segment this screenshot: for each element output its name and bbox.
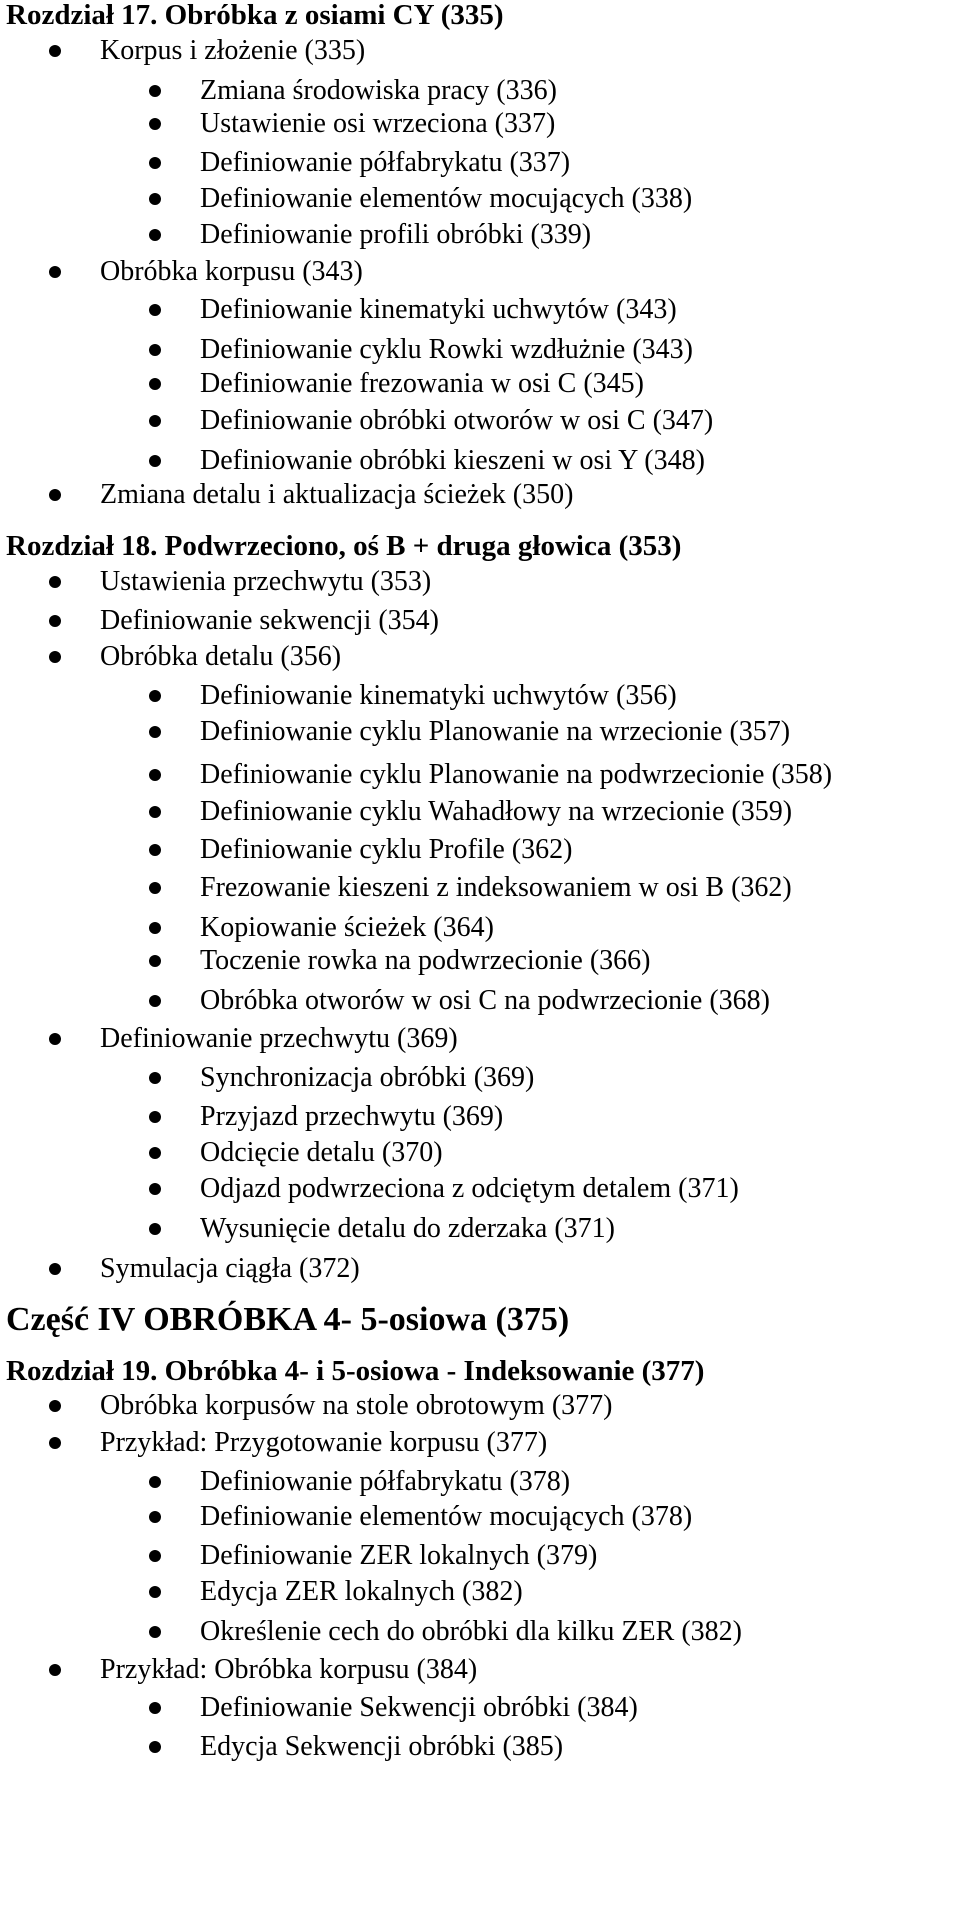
toc-entry: Definiowanie przechwytu (369)	[100, 1023, 458, 1054]
bullet-icon	[49, 576, 61, 588]
toc-subentry: Definiowanie cyklu Profile (362)	[200, 834, 573, 865]
bullet-icon	[149, 1741, 161, 1753]
toc-entry: Obróbka korpusów na stole obrotowym (377)	[100, 1390, 613, 1421]
bullet-icon	[49, 1033, 61, 1045]
bullet-icon	[149, 455, 161, 467]
bullet-icon	[149, 995, 161, 1007]
toc-subentry: Definiowanie cyklu Wahadłowy na wrzecionie (359)	[200, 796, 793, 827]
bullet-icon	[49, 1400, 61, 1412]
toc-subentry: Definiowanie profili obróbki (339)	[200, 219, 592, 250]
bullet-icon	[149, 1147, 161, 1159]
bullet-icon	[149, 1183, 161, 1195]
bullet-icon	[149, 806, 161, 818]
toc-subentry: Przyjazd przechwytu (369)	[200, 1101, 504, 1132]
toc-subentry: Określenie cech do obróbki dla kilku ZER (382)	[200, 1616, 742, 1647]
toc-subentry: Odjazd podwrzeciona z odciętym detalem (371)	[200, 1173, 739, 1204]
toc-entry: Symulacja ciągła (372)	[100, 1253, 360, 1284]
bullet-icon	[149, 118, 161, 130]
toc-subentry: Zmiana środowiska pracy (336)	[200, 75, 557, 106]
bullet-icon	[149, 1223, 161, 1235]
bullet-icon	[149, 922, 161, 934]
bullet-icon	[49, 1664, 61, 1676]
bullet-icon	[149, 882, 161, 894]
chapter-heading: Rozdział 19. Obróbka 4- i 5-osiowa - Indeksowanie (377)	[6, 1355, 705, 1387]
bullet-icon	[49, 1437, 61, 1449]
toc-subentry: Definiowanie Sekwencji obróbki (384)	[200, 1692, 638, 1723]
toc-subentry: Edycja Sekwencji obróbki (385)	[200, 1731, 564, 1762]
toc-subentry: Ustawienie osi wrzeciona (337)	[200, 108, 556, 139]
part-heading: Część IV OBRÓBKA 4- 5-osiowa (375)	[6, 1301, 570, 1338]
bullet-icon	[149, 1511, 161, 1523]
bullet-icon	[149, 769, 161, 781]
bullet-icon	[49, 489, 61, 501]
toc-subentry: Odcięcie detalu (370)	[200, 1137, 443, 1168]
toc-subentry: Definiowanie ZER lokalnych (379)	[200, 1540, 598, 1571]
bullet-icon	[149, 85, 161, 97]
toc-entry: Zmiana detalu i aktualizacja ścieżek (350)	[100, 479, 574, 510]
bullet-icon	[149, 1626, 161, 1638]
toc-subentry: Definiowanie obróbki kieszeni w osi Y (348)	[200, 445, 705, 476]
toc-subentry: Definiowanie elementów mocujących (338)	[200, 183, 693, 214]
bullet-icon	[149, 844, 161, 856]
toc-entry: Korpus i złożenie (335)	[100, 35, 366, 66]
bullet-icon	[49, 651, 61, 663]
bullet-icon	[49, 615, 61, 627]
bullet-icon	[149, 229, 161, 241]
toc-subentry: Toczenie rowka na podwrzecionie (366)	[200, 945, 651, 976]
bullet-icon	[149, 378, 161, 390]
toc-entry: Przykład: Obróbka korpusu (384)	[100, 1654, 478, 1685]
toc-subentry: Synchronizacja obróbki (369)	[200, 1062, 535, 1093]
bullet-icon	[149, 1111, 161, 1123]
bullet-icon	[49, 266, 61, 278]
toc-subentry: Wysunięcie detalu do zderzaka (371)	[200, 1213, 616, 1244]
toc-subentry: Definiowanie półfabrykatu (337)	[200, 147, 571, 178]
toc-subentry: Definiowanie cyklu Rowki wzdłużnie (343)	[200, 334, 693, 365]
toc-subentry: Definiowanie cyklu Planowanie na wrzecionie (357)	[200, 716, 791, 747]
toc-subentry: Kopiowanie ścieżek (364)	[200, 912, 494, 943]
toc-entry: Definiowanie sekwencji (354)	[100, 605, 439, 636]
bullet-icon	[149, 344, 161, 356]
toc-subentry: Definiowanie frezowania w osi C (345)	[200, 368, 644, 399]
toc-subentry: Definiowanie półfabrykatu (378)	[200, 1466, 571, 1497]
bullet-icon	[149, 304, 161, 316]
bullet-icon	[49, 45, 61, 57]
toc-entry: Przykład: Przygotowanie korpusu (377)	[100, 1427, 548, 1458]
bullet-icon	[149, 193, 161, 205]
toc-subentry: Definiowanie cyklu Planowanie na podwrzecionie (358)	[200, 759, 833, 790]
chapter-heading: Rozdział 17. Obróbka z osiami CY (335)	[6, 0, 504, 31]
toc-subentry: Definiowanie obróbki otworów w osi C (347)	[200, 405, 714, 436]
toc-subentry: Obróbka otworów w osi C na podwrzecionie (368)	[200, 985, 770, 1016]
bullet-icon	[149, 1702, 161, 1714]
toc-subentry: Definiowanie kinematyki uchwytów (356)	[200, 680, 677, 711]
bullet-icon	[149, 1476, 161, 1488]
toc-entry: Obróbka detalu (356)	[100, 641, 342, 672]
bullet-icon	[149, 1072, 161, 1084]
bullet-icon	[149, 726, 161, 738]
bullet-icon	[149, 1550, 161, 1562]
bullet-icon	[149, 955, 161, 967]
toc-entry: Obróbka korpusu (343)	[100, 256, 363, 287]
chapter-heading: Rozdział 18. Podwrzeciono, oś B + druga głowica (353)	[6, 530, 682, 562]
toc-entry: Ustawienia przechwytu (353)	[100, 566, 432, 597]
bullet-icon	[149, 690, 161, 702]
bullet-icon	[149, 157, 161, 169]
bullet-icon	[149, 1586, 161, 1598]
bullet-icon	[149, 415, 161, 427]
toc-subentry: Definiowanie elementów mocujących (378)	[200, 1501, 693, 1532]
toc-subentry: Edycja ZER lokalnych (382)	[200, 1576, 523, 1607]
bullet-icon	[49, 1263, 61, 1275]
toc-subentry: Frezowanie kieszeni z indeksowaniem w osi B (362)	[200, 872, 792, 903]
toc-subentry: Definiowanie kinematyki uchwytów (343)	[200, 294, 677, 325]
